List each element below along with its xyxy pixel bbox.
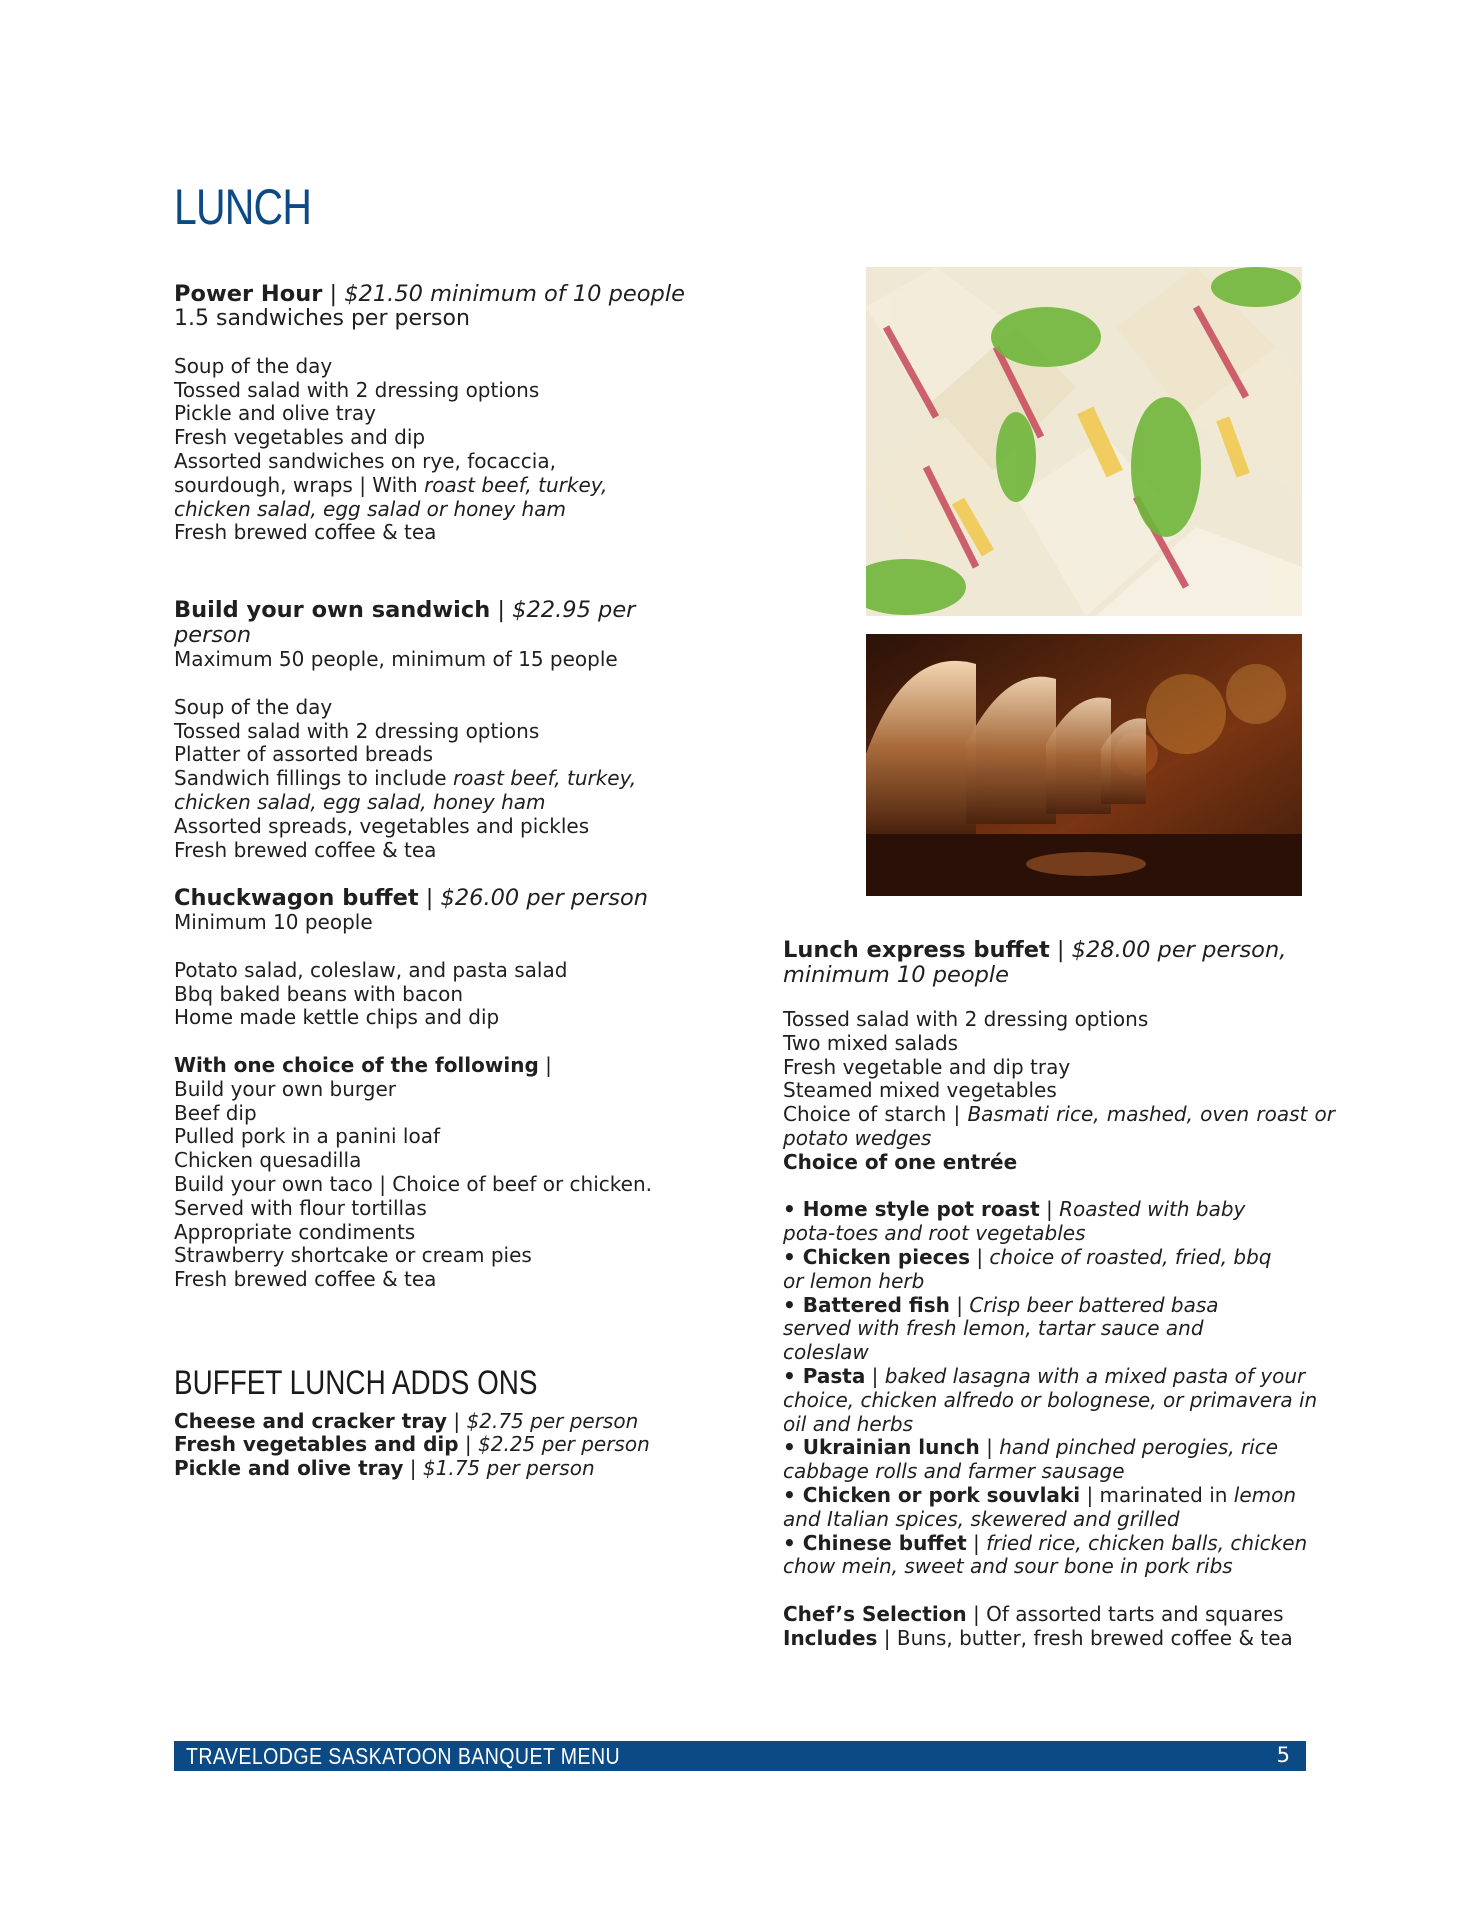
includes [783,1627,1335,1651]
list-item: Bbq baked beans with bacon [174,981,464,1006]
entree-item [783,1294,1283,1365]
bullet: • [783,1197,803,1222]
bullet: • [783,1530,803,1555]
separator: | [1039,1197,1060,1222]
list-item [174,767,644,815]
right-column [783,938,1335,1651]
entree-item [783,1198,1283,1246]
list-item: Soup of the day [174,694,333,719]
list-item: Tossed salad with 2 dressing options [174,377,540,402]
list-item: Served with flour tortillas [174,1195,427,1220]
list-item: Fresh brewed coffee & tea [174,1267,437,1292]
left-column [174,282,694,1481]
separator: | [949,1292,970,1317]
item-text: Choice of starch | [783,1102,968,1127]
list-item: Chicken quesadilla [174,1148,362,1173]
item-text: Assorted sandwiches on rye, focaccia, sourdough, wraps | With [174,448,556,497]
entree-name: Pasta [802,1363,866,1388]
entree-item [783,1484,1323,1532]
menu-subtitle: Maximum 50 people, minimum of 15 people [174,647,618,672]
list-item: Fresh brewed coffee & tea [174,520,437,545]
list-item: Beef dip [174,1100,257,1125]
entree-name: Chicken pieces [802,1244,970,1269]
separator: | [490,597,513,624]
addon-name: Pickle and olive tray [174,1456,404,1481]
chuckwagon-heading [174,886,694,911]
addon-price: $1.75 per person [422,1456,595,1481]
list-item: Pickle and olive tray [174,401,376,426]
list-item: Fresh vegetable and dip tray [783,1054,1071,1079]
entree-desc: Roasted with baby pota-toes and root vegetables [783,1197,1246,1246]
entree-desc: Crisp beer battered basa served with fresh lemon, tartar sauce and coleslaw [783,1292,1219,1365]
item-detail: Basmati rice, mashed, oven roast or potato wedges [783,1102,1336,1150]
includes-text: | Buns, butter, fresh brewed coffee & tea [877,1625,1293,1650]
addons-section [174,1363,694,1481]
entree-text: marinated in [1099,1482,1234,1507]
footer-title: TRAVELODGE SASKATOON BANQUET MENU [186,1743,621,1769]
menu-item-name: Chuckwagon buffet [174,885,419,912]
addon-price: $2.75 per person [466,1408,639,1433]
separator: | [458,1432,479,1457]
chefs-selection-text: | Of assorted tarts and squares [966,1601,1284,1626]
lunch-express-heading [783,938,1303,988]
page-title: LUNCH [174,179,312,235]
list-item: Soup of the day [174,353,333,378]
list-item: Two mixed salads [783,1030,959,1055]
entree-desc: baked lasagna with a mixed pasta of your choice, chicken alfredo or bolognese, or primavera in oil and herbs [783,1363,1318,1436]
entree-name: Chicken or pork souvlaki [802,1482,1081,1507]
sandwich-platter-photo [866,267,1302,616]
chefs-selection [783,1603,1335,1627]
entree-desc: lemon and Italian spices, skewered and grilled [783,1482,1297,1531]
menu-item-name: Lunch express buffet [783,937,1050,963]
menu-subtitle: Minimum 10 people [174,910,373,935]
addons-title: BUFFET LUNCH ADDS ONS [174,1363,538,1402]
entree-item [783,1532,1335,1580]
includes-label: Includes [783,1625,878,1650]
item-detail: roast beef, turkey, chicken salad, egg salad or honey ham [174,472,608,521]
list-item: Potato salad, coleslaw, and pasta salad [174,957,568,982]
list-item: Appropriate condiments [174,1219,416,1244]
buffet-chafing-dishes-photo [866,634,1302,896]
entree-name: Home style pot roast [802,1197,1040,1222]
power-hour-section [174,282,694,545]
addon-item [174,1410,694,1434]
menu-item-price: $26.00 per person [440,885,649,912]
entree-name: Ukrainian lunch [802,1435,980,1460]
entree-label: Choice of one entrée [783,1149,1018,1174]
separator: | [538,1052,552,1077]
page-number: 5 [1276,1743,1290,1767]
chefs-selection-label: Chef’s Selection [783,1601,967,1626]
list-item [174,450,674,521]
entree-item [783,1246,1283,1294]
build-sandwich-heading [174,598,694,648]
entree-desc: hand pinched perogies, rice cabbage rolls and farmer sausage [783,1435,1279,1484]
menu-subtitle: 1.5 sandwiches per person [174,306,470,331]
entree-item [783,1365,1335,1436]
menu-item-price: $28.00 per person, minimum 10 people [783,937,1287,988]
separator: | [1049,937,1072,963]
entree-item [783,1436,1283,1484]
list-item [783,1103,1335,1151]
separator: | [979,1435,1000,1460]
list-item: Build your own taco | Choice of beef or chicken. [174,1171,652,1196]
addon-price: $2.25 per person [478,1432,650,1457]
addon-item [174,1457,694,1481]
item-detail: roast beef, turkey, chicken salad, egg salad, honey ham [174,766,637,814]
choice-label-text: With one choice of the following [174,1052,539,1077]
chuckwagon-section [174,886,694,1292]
bullet: • [783,1363,803,1388]
entree-name: Chinese buffet [802,1530,967,1555]
separator: | [1080,1482,1100,1507]
entree-desc: fried rice, chicken balls, chicken chow mein, sweet and sour bone in pork ribs [783,1530,1308,1579]
menu-item-price: $22.95 per person [174,597,636,649]
addon-item [174,1433,694,1457]
buffet-illustration [866,634,1302,896]
list-item: Steamed mixed vegetables [783,1078,1057,1103]
bullet: • [783,1292,803,1317]
list-item: Assorted spreads, vegetables and pickles [174,813,590,838]
bullet: • [783,1244,803,1269]
separator: | [403,1456,423,1481]
menu-item-price: $21.50 minimum of 10 people [344,281,685,307]
choice-label [174,1054,694,1078]
list-item: Fresh vegetables and dip [174,425,426,450]
list-item: Fresh brewed coffee & tea [174,837,437,862]
list-item: Platter of assorted breads [174,742,433,767]
addon-name: Cheese and cracker tray [174,1408,448,1433]
bullet: • [783,1435,803,1460]
entree-name: Battered fish [802,1292,950,1317]
sandwich-illustration [866,267,1302,616]
list-item: Pulled pork in a panini loaf [174,1124,441,1149]
addon-name: Fresh vegetables and dip [174,1432,459,1457]
separator: | [966,1530,987,1555]
separator: | [322,281,345,307]
list-item: Build your own burger [174,1076,396,1101]
separator: | [447,1408,467,1433]
list-item: Tossed salad with 2 dressing options [783,1007,1149,1031]
lunch-express-section [783,938,1335,1651]
separator: | [865,1363,885,1388]
bullet: • [783,1482,803,1507]
entree-desc: choice of roasted, fried, bbq or lemon herb [783,1244,1272,1293]
power-hour-heading [174,282,694,307]
footer-bar [174,1741,1306,1771]
separator: | [969,1244,990,1269]
menu-item-name: Build your own sandwich [174,597,491,624]
list-item: Tossed salad with 2 dressing options [174,718,540,743]
separator: | [418,885,441,912]
menu-item-name: Power Hour [174,281,323,307]
item-text: Sandwich fillings to include [174,766,453,791]
build-sandwich-section [174,598,694,862]
list-item: Strawberry shortcake or cream pies [174,1243,532,1268]
list-item: Home made kettle chips and dip [174,1005,500,1030]
